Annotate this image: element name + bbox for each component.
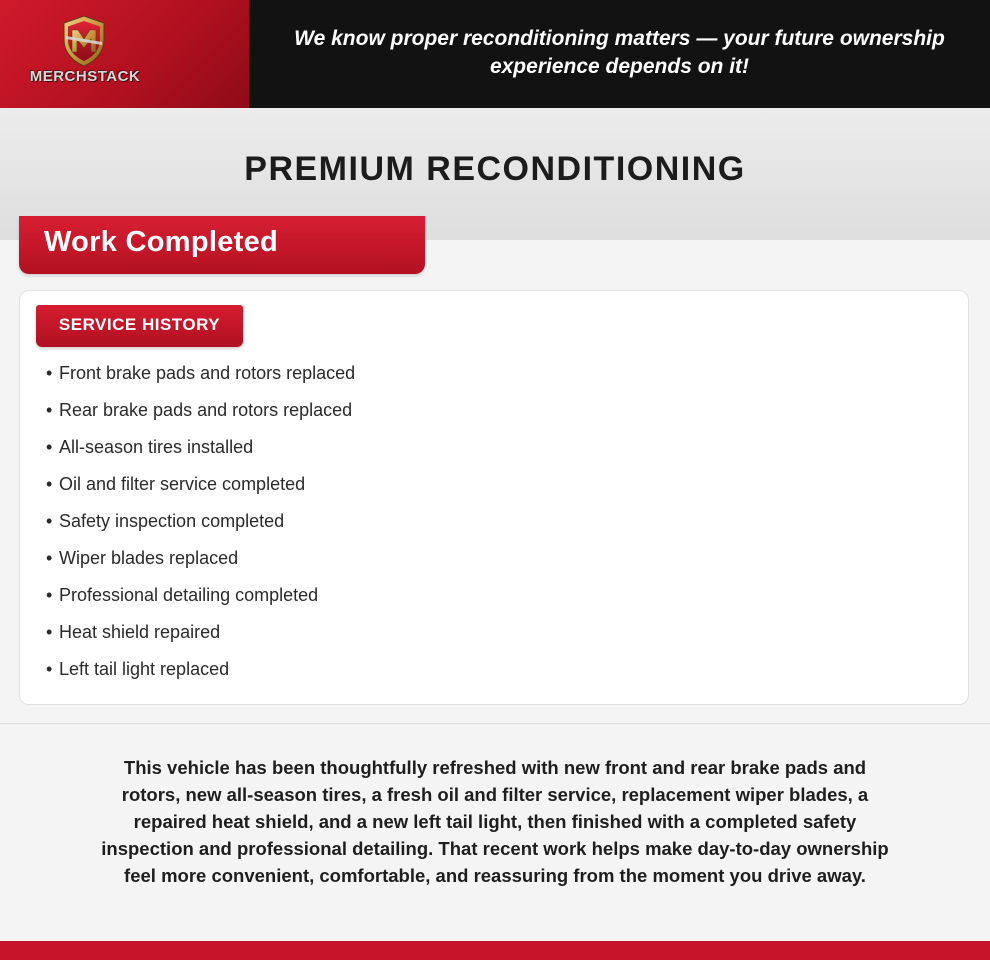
bullet: • <box>46 363 53 383</box>
logo-wordmark: MERCHSTACK <box>29 68 141 85</box>
service-item-text: Wiper blades replaced <box>59 548 239 568</box>
bullet: • <box>46 585 53 605</box>
list-item <box>46 474 355 511</box>
header <box>0 0 990 108</box>
list-item <box>46 548 355 585</box>
service-item-text: Professional detailing completed <box>59 585 319 605</box>
section-banner-label: Work Completed <box>44 226 279 258</box>
footer-accent-strip <box>0 941 990 960</box>
tagline: We know proper reconditioning matters — your future ownership experience depends on it! <box>294 26 945 78</box>
service-item-text: All-season tires installed <box>59 437 254 457</box>
summary-paragraph: This vehicle has been thoughtfully refreshed with new front and rear brake pads and rotors, new all-season tires, a fresh oil and filter service, replacement wiper blades, a repaired heat shield, and a new left tail light, then finished with a completed safety inspection and professional detailing. That recent work helps make day-to-day ownership feel more convenient, comfortable, and reassuring from the moment you drive away. <box>101 757 889 886</box>
bullet: • <box>46 548 53 568</box>
section-divider <box>0 723 990 724</box>
bullet: • <box>46 400 53 420</box>
shield-crest-icon <box>60 14 108 68</box>
service-item-text: Rear brake pads and rotors replaced <box>59 400 353 420</box>
list-item <box>46 363 355 400</box>
list-item <box>46 585 355 622</box>
brand-logo <box>0 0 249 108</box>
bullet: • <box>46 511 53 531</box>
service-list <box>46 363 355 696</box>
bullet: • <box>46 474 53 494</box>
tagline-panel <box>249 0 990 108</box>
bullet: • <box>46 622 53 642</box>
bullet: • <box>46 659 53 679</box>
list-item <box>46 659 355 696</box>
service-history-badge-label: SERVICE HISTORY <box>58 315 221 334</box>
page-title: PREMIUM RECONDITIONING <box>244 150 746 188</box>
service-item-text: Front brake pads and rotors replaced <box>59 363 356 383</box>
list-item <box>46 437 355 474</box>
service-item-text: Safety inspection completed <box>59 511 285 531</box>
service-history-badge <box>36 305 243 347</box>
service-item-text: Oil and filter service completed <box>59 474 306 494</box>
list-item <box>46 400 355 437</box>
work-completed-banner <box>19 216 425 274</box>
list-item <box>46 511 355 548</box>
service-item-text: Heat shield repaired <box>59 622 221 642</box>
service-history-card <box>19 290 969 705</box>
service-item-text: Left tail light replaced <box>59 659 230 679</box>
bullet: • <box>46 437 53 457</box>
list-item <box>46 622 355 659</box>
